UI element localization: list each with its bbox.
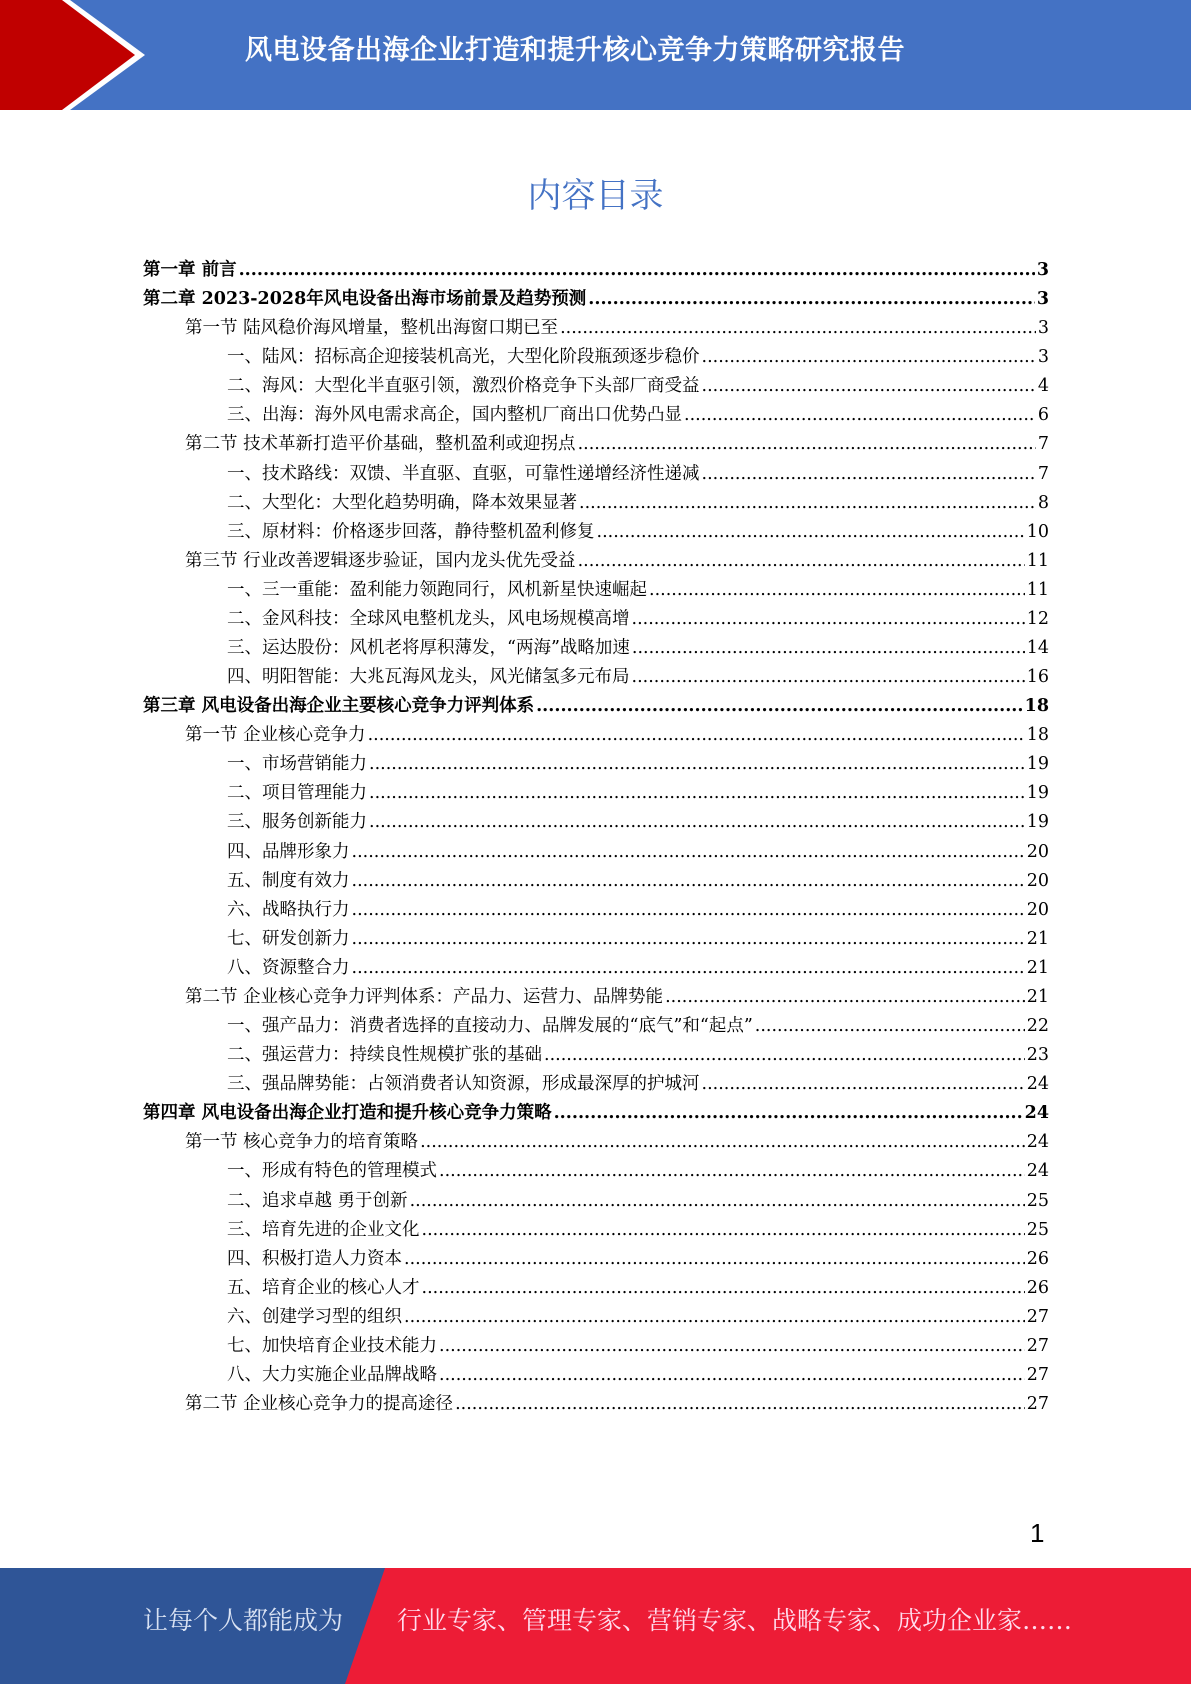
toc-entry-page: 11 <box>1026 550 1049 571</box>
toc-leader-dots <box>755 1016 1025 1036</box>
toc-entry-title: 三、运达股份：风机老将厚积薄发，“两海”战略加速 <box>227 638 630 659</box>
toc-leader-dots <box>422 1278 1025 1298</box>
toc-entry-page: 23 <box>1026 1045 1049 1066</box>
toc-entry-page: 8 <box>1037 492 1049 513</box>
toc-entry[interactable] <box>143 808 1049 837</box>
footer-banner <box>0 1568 1191 1684</box>
toc-entry-title: 五、制度有效力 <box>227 870 350 891</box>
toc-leader-dots <box>702 1074 1025 1094</box>
toc-entry[interactable] <box>143 460 1049 489</box>
toc-entry-page: 24 <box>1026 1161 1049 1182</box>
toc-entry[interactable] <box>143 1332 1049 1361</box>
toc-entry[interactable] <box>143 256 1049 285</box>
toc-entry-page: 19 <box>1026 812 1049 833</box>
toc-leader-dots <box>702 347 1036 367</box>
toc-entry[interactable] <box>143 1274 1049 1303</box>
toc-entry-title: 七、加快培育企业技术能力 <box>227 1335 437 1356</box>
toc-entry[interactable] <box>143 1245 1049 1274</box>
toc-entry[interactable] <box>143 1187 1049 1216</box>
toc-entry-page: 26 <box>1026 1277 1049 1298</box>
toc-entry[interactable] <box>143 750 1049 779</box>
toc-entry-page: 24 <box>1024 1103 1049 1124</box>
toc-entry-page: 7 <box>1037 463 1049 484</box>
toc-leader-dots <box>239 260 1035 280</box>
toc-entry-title: 二、海风：大型化半直驱引领，激烈价格竞争下头部厂商受益 <box>227 376 700 397</box>
toc-entry-page: 25 <box>1026 1190 1049 1211</box>
toc-entry-title: 八、大力实施企业品牌战略 <box>227 1364 437 1385</box>
toc-entry[interactable] <box>143 1099 1049 1128</box>
toc-entry-page: 11 <box>1026 579 1049 600</box>
toc-entry-title: 一、技术路线：双馈、半直驱、直驱，可靠性递增经济性递减 <box>227 463 700 484</box>
toc-entry[interactable] <box>143 343 1049 372</box>
toc-leader-dots <box>439 1161 1025 1181</box>
toc-leader-dots <box>439 1336 1025 1356</box>
toc-entry-page: 19 <box>1026 754 1049 775</box>
toc-entry-title: 二、强运营力：持续良性规模扩张的基础 <box>227 1045 542 1066</box>
toc-leader-dots <box>404 1307 1025 1327</box>
toc-entry[interactable] <box>143 1128 1049 1157</box>
toc-entry[interactable] <box>143 1390 1049 1419</box>
report-title: 风电设备出海企业打造和提升核心竞争力策略研究报告 <box>245 35 905 66</box>
toc-entry[interactable] <box>143 1070 1049 1099</box>
toc-entry-page: 3 <box>1037 318 1049 339</box>
toc-entry-title: 二、金风科技：全球风电整机龙头，风电场规模高增 <box>227 608 630 629</box>
toc-entry-page: 27 <box>1026 1394 1049 1415</box>
toc-entry[interactable] <box>143 314 1049 343</box>
toc-leader-dots <box>632 609 1025 629</box>
toc-entry[interactable] <box>143 518 1049 547</box>
toc-heading: 内容目录 <box>527 176 664 216</box>
toc-entry[interactable] <box>143 692 1049 721</box>
toc-leader-dots <box>369 812 1025 832</box>
toc-entry-title: 一、陆风：招标高企迎接装机高光，大型化阶段瓶颈逐步稳价 <box>227 347 700 368</box>
toc-leader-dots <box>632 667 1025 687</box>
toc-entry-page: 18 <box>1024 696 1049 717</box>
toc-entry[interactable] <box>143 489 1049 518</box>
toc-entry-page: 21 <box>1026 957 1049 978</box>
toc-entry-title: 三、原材料：价格逐步回落，静待整机盈利修复 <box>227 521 595 542</box>
toc-entry-page: 3 <box>1037 347 1049 368</box>
toc-entry[interactable] <box>143 1012 1049 1041</box>
toc-entry-title: 六、创建学习型的组织 <box>227 1306 402 1327</box>
toc-leader-dots <box>588 289 1035 309</box>
toc-leader-dots <box>420 1132 1025 1152</box>
toc-entry-title: 第一节 核心竞争力的培育策略 <box>185 1132 419 1153</box>
toc-entry-page: 18 <box>1026 725 1049 746</box>
toc-leader-dots <box>702 376 1036 396</box>
arrow-decoration-icon <box>0 0 160 110</box>
toc-entry[interactable] <box>143 663 1049 692</box>
toc-entry-title: 四、积极打造人力资本 <box>227 1248 402 1269</box>
toc-entry[interactable] <box>143 285 1049 314</box>
toc-entry-page: 20 <box>1026 870 1049 891</box>
toc-leader-dots <box>368 725 1025 745</box>
toc-leader-dots <box>369 783 1025 803</box>
toc-entry-title: 六、战略执行力 <box>227 899 350 920</box>
header-banner <box>0 0 1191 110</box>
toc-entry-title: 一、市场营销能力 <box>227 754 367 775</box>
toc-entry-page: 19 <box>1026 783 1049 804</box>
toc-entry-page: 24 <box>1026 1074 1049 1095</box>
toc-entry-page: 21 <box>1026 928 1049 949</box>
toc-leader-dots <box>649 580 1025 600</box>
toc-entry[interactable] <box>143 925 1049 954</box>
toc-entry-page: 3 <box>1036 289 1049 310</box>
toc-entry[interactable] <box>143 634 1049 663</box>
toc-entry-page: 12 <box>1026 608 1049 629</box>
toc-entry[interactable] <box>143 605 1049 634</box>
toc-entry-title: 第三节 行业改善逻辑逐步验证，国内龙头优先受益 <box>185 550 576 571</box>
toc-leader-dots <box>410 1191 1025 1211</box>
toc-entry-title: 七、研发创新力 <box>227 928 350 949</box>
toc-entry-page: 27 <box>1026 1335 1049 1356</box>
toc-leader-dots <box>422 1220 1025 1240</box>
toc-entry-page: 25 <box>1026 1219 1049 1240</box>
toc-entry-title: 三、强品牌势能：占领消费者认知资源，形成最深厚的护城河 <box>227 1074 700 1095</box>
toc-entry-page: 20 <box>1026 899 1049 920</box>
toc-entry-page: 20 <box>1026 841 1049 862</box>
toc-entry-title: 五、培育企业的核心人才 <box>227 1277 420 1298</box>
toc-leader-dots <box>352 900 1025 920</box>
toc-entry-page: 24 <box>1026 1132 1049 1153</box>
toc-entry-page: 4 <box>1037 376 1049 397</box>
toc-entry[interactable] <box>143 1157 1049 1186</box>
toc-leader-dots <box>404 1249 1025 1269</box>
toc-entry[interactable] <box>143 779 1049 808</box>
toc-leader-dots <box>544 1045 1025 1065</box>
toc-entry[interactable] <box>143 576 1049 605</box>
toc-entry[interactable] <box>143 372 1049 401</box>
toc-entry-title: 第三章 风电设备出海企业主要核心竞争力评判体系 <box>143 696 535 717</box>
toc-leader-dots <box>352 929 1025 949</box>
toc-entry-title: 二、追求卓越 勇于创新 <box>227 1190 408 1211</box>
toc-leader-dots <box>702 464 1036 484</box>
toc-entry-title: 三、培育先进的企业文化 <box>227 1219 420 1240</box>
toc-entry[interactable] <box>143 430 1049 459</box>
toc-entry[interactable] <box>143 721 1049 750</box>
toc-leader-dots <box>579 493 1036 513</box>
footer-slogan-right: 行业专家、管理专家、营销专家、战略专家、成功企业家…… <box>397 1606 1073 1635</box>
toc-leader-dots <box>665 987 1025 1007</box>
toc-entry[interactable] <box>143 1361 1049 1390</box>
toc-leader-dots <box>684 405 1036 425</box>
toc-leader-dots <box>597 522 1025 542</box>
toc-leader-dots <box>352 958 1025 978</box>
toc-entry-title: 第一章 前言 <box>143 260 237 280</box>
toc-entry[interactable] <box>143 547 1049 576</box>
toc-leader-dots <box>578 551 1025 571</box>
toc-entry-title: 八、资源整合力 <box>227 957 350 978</box>
toc-entry-title: 三、服务创新能力 <box>227 812 367 833</box>
toc-leader-dots <box>352 871 1025 891</box>
toc-entry-title: 四、品牌形象力 <box>227 841 350 862</box>
toc-entry-title: 第二章 2023-2028年风电设备出海市场前景及趋势预测 <box>143 289 587 310</box>
toc-entry-page: 6 <box>1037 405 1049 426</box>
toc-entry-title: 一、形成有特色的管理模式 <box>227 1161 437 1182</box>
toc-leader-dots <box>455 1394 1025 1414</box>
page-number: 1 <box>1030 1518 1045 1548</box>
toc-entry[interactable] <box>143 838 1049 867</box>
footer-slogan-left: 让每个人都能成为 <box>143 1606 344 1635</box>
toc-entry[interactable] <box>143 867 1049 896</box>
toc-entry-page: 3 <box>1036 260 1049 280</box>
toc-entry-title: 第一节 企业核心竞争力 <box>185 725 366 746</box>
toc-entry[interactable] <box>143 983 1049 1012</box>
toc-entry-page: 26 <box>1026 1248 1049 1269</box>
toc-entry-page: 21 <box>1026 986 1049 1007</box>
toc-entry-title: 第二节 技术革新打造平价基础，整机盈利或迎拐点 <box>185 434 576 455</box>
toc-entry-title: 第二节 企业核心竞争力评判体系：产品力、运营力、品牌势能 <box>185 986 664 1007</box>
toc-entry-page: 27 <box>1026 1306 1049 1327</box>
toc-leader-dots <box>352 842 1025 862</box>
toc-leader-dots <box>578 434 1036 454</box>
toc-entry-page: 22 <box>1026 1016 1049 1037</box>
toc-entry-page: 10 <box>1026 521 1049 542</box>
toc-entry-title: 第二节 企业核心竞争力的提高途径 <box>185 1394 454 1415</box>
toc-entry-page: 27 <box>1026 1364 1049 1385</box>
toc-leader-dots <box>560 318 1036 338</box>
toc-leader-dots <box>439 1365 1025 1385</box>
toc-entry[interactable] <box>143 401 1049 430</box>
toc-entry-title: 二、大型化：大型化趋势明确，降本效果显著 <box>227 492 577 513</box>
toc-entry[interactable] <box>143 1041 1049 1070</box>
toc-entry[interactable] <box>143 1216 1049 1245</box>
toc-leader-dots <box>554 1103 1023 1123</box>
toc-entry-title: 三、出海：海外风电需求高企，国内整机厂商出口优势凸显 <box>227 405 682 426</box>
toc-entry-page: 14 <box>1026 638 1049 659</box>
toc-entry[interactable] <box>143 954 1049 983</box>
toc-leader-dots <box>632 638 1025 658</box>
toc-entry[interactable] <box>143 1303 1049 1332</box>
toc-entry-title: 第四章 风电设备出海企业打造和提升核心竞争力策略 <box>143 1103 552 1124</box>
toc-entry-title: 二、项目管理能力 <box>227 783 367 804</box>
toc-entry-title: 一、强产品力：消费者选择的直接动力、品牌发展的“底气”和“起点” <box>227 1016 753 1037</box>
toc-entry-title: 一、三一重能：盈利能力领跑同行，风机新星快速崛起 <box>227 579 647 600</box>
toc-leader-dots <box>536 696 1023 716</box>
toc-entry-page: 7 <box>1037 434 1049 455</box>
toc-entry-title: 四、明阳智能：大兆瓦海风龙头，风光储氢多元布局 <box>227 667 630 688</box>
toc-entry[interactable] <box>143 896 1049 925</box>
table-of-contents <box>143 256 1049 1419</box>
toc-entry-page: 16 <box>1026 667 1049 688</box>
toc-entry-title: 第一节 陆风稳价海风增量，整机出海窗口期已至 <box>185 318 559 339</box>
toc-leader-dots <box>369 754 1025 774</box>
